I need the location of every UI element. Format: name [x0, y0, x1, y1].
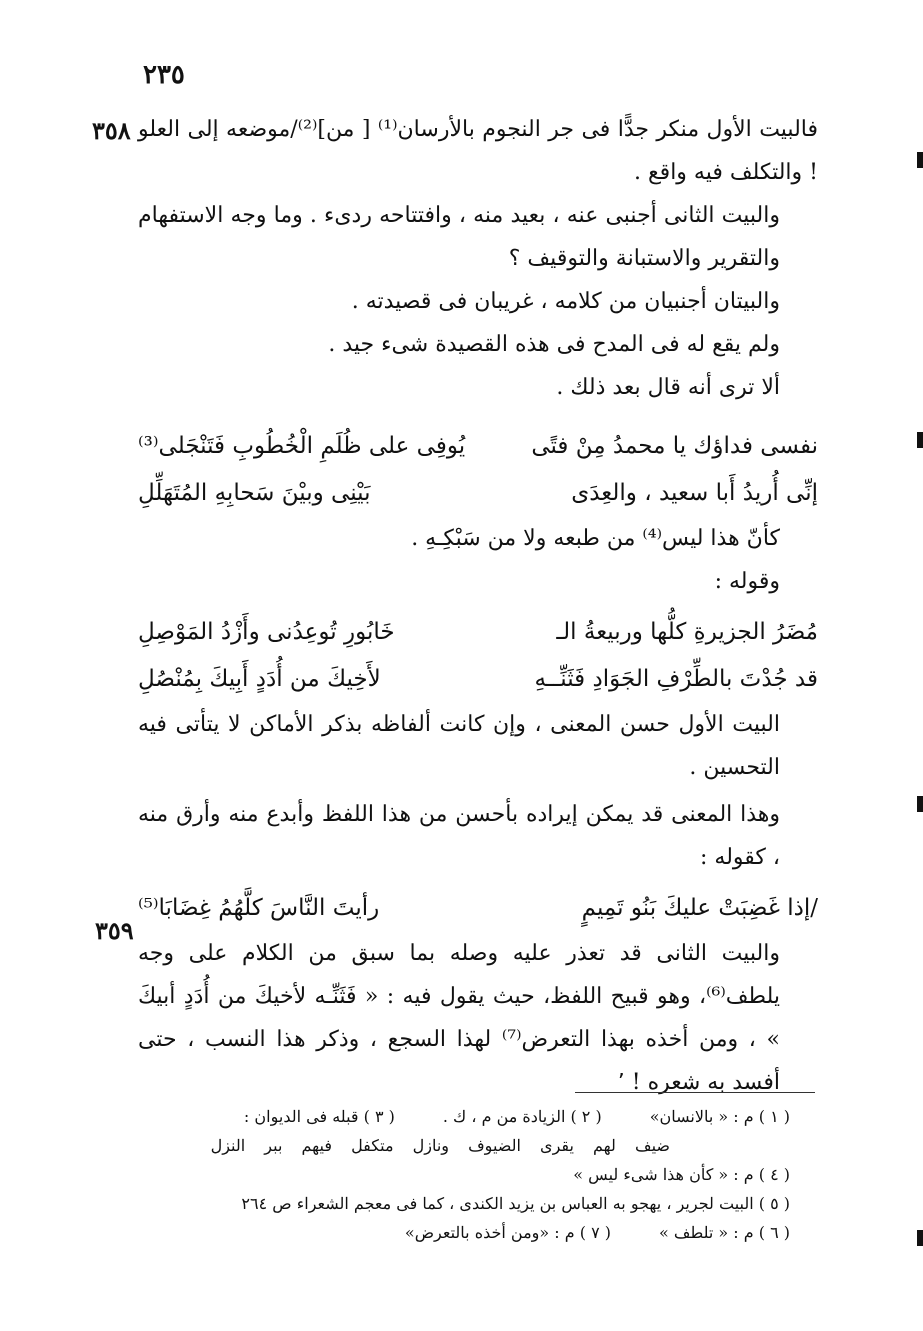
edge-mark	[917, 432, 923, 448]
footnote-2: ( ٢ ) الزيادة من م ، ك .	[442, 1107, 602, 1126]
verse-hemistich-right: مُضَرُ الجزيرةِ كلُّها وربيعةُ الـ	[556, 619, 818, 645]
verse-hemistich-left: خَابُورِ تُوعِدُنى وأَزْدُ المَوْصِلِ	[138, 619, 395, 645]
verse-hemistich-right: إنِّى أُريدُ أَبا سعيد ، والعِدَى	[571, 480, 818, 506]
footnote-6: ( ٦ ) م : « تلطف »	[659, 1223, 790, 1242]
footnote-5: ( ٥ ) البيت لجرير ، يهجو به العباس بن يزيد الكندى ، كما فى معجم الشعراء ص ٢٦٤	[241, 1194, 790, 1213]
footnote-1: ( ١ ) م : « بالانسان»	[649, 1107, 790, 1126]
verse-hemistich-right: نفسى فداؤك يا محمدُ مِنْ فتًى	[531, 433, 818, 459]
verse-hemistich-left: يُوفِى على ظُلَمِ الْخُطُوبِ فَتَنْجَلى⁽³⁾	[138, 433, 466, 459]
verse-line	[138, 423, 818, 470]
footnote-row	[150, 1102, 790, 1131]
footnote-4: ( ٤ ) م : « كأن هذا شىء ليس »	[573, 1165, 790, 1184]
margin-marker-358: ٣٥٨	[92, 116, 131, 145]
footnote-3-poem: ضيف لهم يقرى الضيوف ونازل متكفل فيهم ببر النزل	[210, 1136, 670, 1155]
paragraph-6: كأنّ هذا ليس⁽⁴⁾ من طبعه ولا من سَبْكِـهِ .	[411, 526, 780, 551]
paragraph-1: فالبيت الأول منكر جدًّا فى جر النجوم بالأرسان⁽¹⁾ [ من]⁽²⁾/موضعه إلى العلو ! والتكلف فيه واقع .	[138, 117, 818, 185]
edge-mark	[917, 1230, 923, 1246]
footnote-3: ( ٣ ) قبله فى الديوان :	[243, 1107, 395, 1126]
verse-hemistich-right: /إذا غَضِبَتْ عليكَ بَنُو تَمِيمٍ	[581, 895, 818, 921]
margin-marker-359: ٣٥٩	[95, 916, 134, 945]
verse-line	[138, 656, 818, 703]
verse-hemistich-left: لأَخِيكَ من أُدَدٍ أَبِيكَ بِمُنْصُلِ	[138, 666, 381, 692]
paragraph-5: ألا ترى أنه قال بعد ذلك .	[556, 375, 780, 400]
paragraph-4: ولم يقع له فى المدح فى هذه القصيدة شىء جيد .	[328, 332, 780, 357]
paragraph-9: وهذا المعنى قد يمكن إيراده بأحسن من هذا اللفظ وأبدع منه وأرق منه ، كقوله :	[138, 802, 780, 870]
paragraph-3: والبيتان أجنبيان من كلامه ، غريبان فى قصيدته .	[351, 289, 780, 314]
footnote-7: ( ٧ ) م : «ومن أخذه بالتعرض»	[404, 1223, 611, 1242]
verse-hemistich-left: بَيْنِى وبيْنَ سَحابِهِ المُتَهَلِّلِ	[138, 480, 371, 506]
verse-hemistich-left: رأيتَ النَّاسَ كلَّهُمُ غِضَابَا⁽⁵⁾	[138, 895, 380, 921]
verse-line	[138, 470, 818, 517]
main-text	[138, 108, 818, 1104]
edge-mark	[917, 152, 923, 168]
paragraph-8: البيت الأول حسن المعنى ، وإن كانت ألفاظه بذكر الأماكن لا يتأتى فيه التحسين .	[138, 712, 780, 780]
footnote-row	[150, 1218, 790, 1247]
footnote-divider	[575, 1092, 815, 1093]
page-number: ٢٣٥	[143, 60, 185, 90]
paragraph-10: والبيت الثانى قد تعذر عليه وصله بما سبق من الكلام على وجه يلطف⁽⁶⁾، وهو قبيح اللفظ، حيث يقول فيه : « فَثَنِّـه لأخيكَ من أُدَدٍ أبيكَ » ، ومن أخذه بهذا التعرض⁽⁷⁾ لهذا السجع ، وذكر هذا النسب ، حتى أفسد به شعره ! ٬	[138, 941, 780, 1095]
paragraph-7: وقوله :	[714, 569, 780, 594]
edge-mark	[917, 796, 923, 812]
verse-line	[138, 885, 818, 932]
paragraph-2: والبيت الثانى أجنبى عنه ، بعيد منه ، وافتتاحه ردىء . وما وجه الاستفهام والتقرير والاستبانة والتوقيف ؟	[138, 203, 780, 271]
verse-hemistich-right: قد جُدْتَ بالطِّرْفِ الجَوَادِ فَثَنِّــهِ	[534, 666, 818, 692]
verse-line	[138, 609, 818, 656]
footnotes	[150, 1102, 790, 1247]
